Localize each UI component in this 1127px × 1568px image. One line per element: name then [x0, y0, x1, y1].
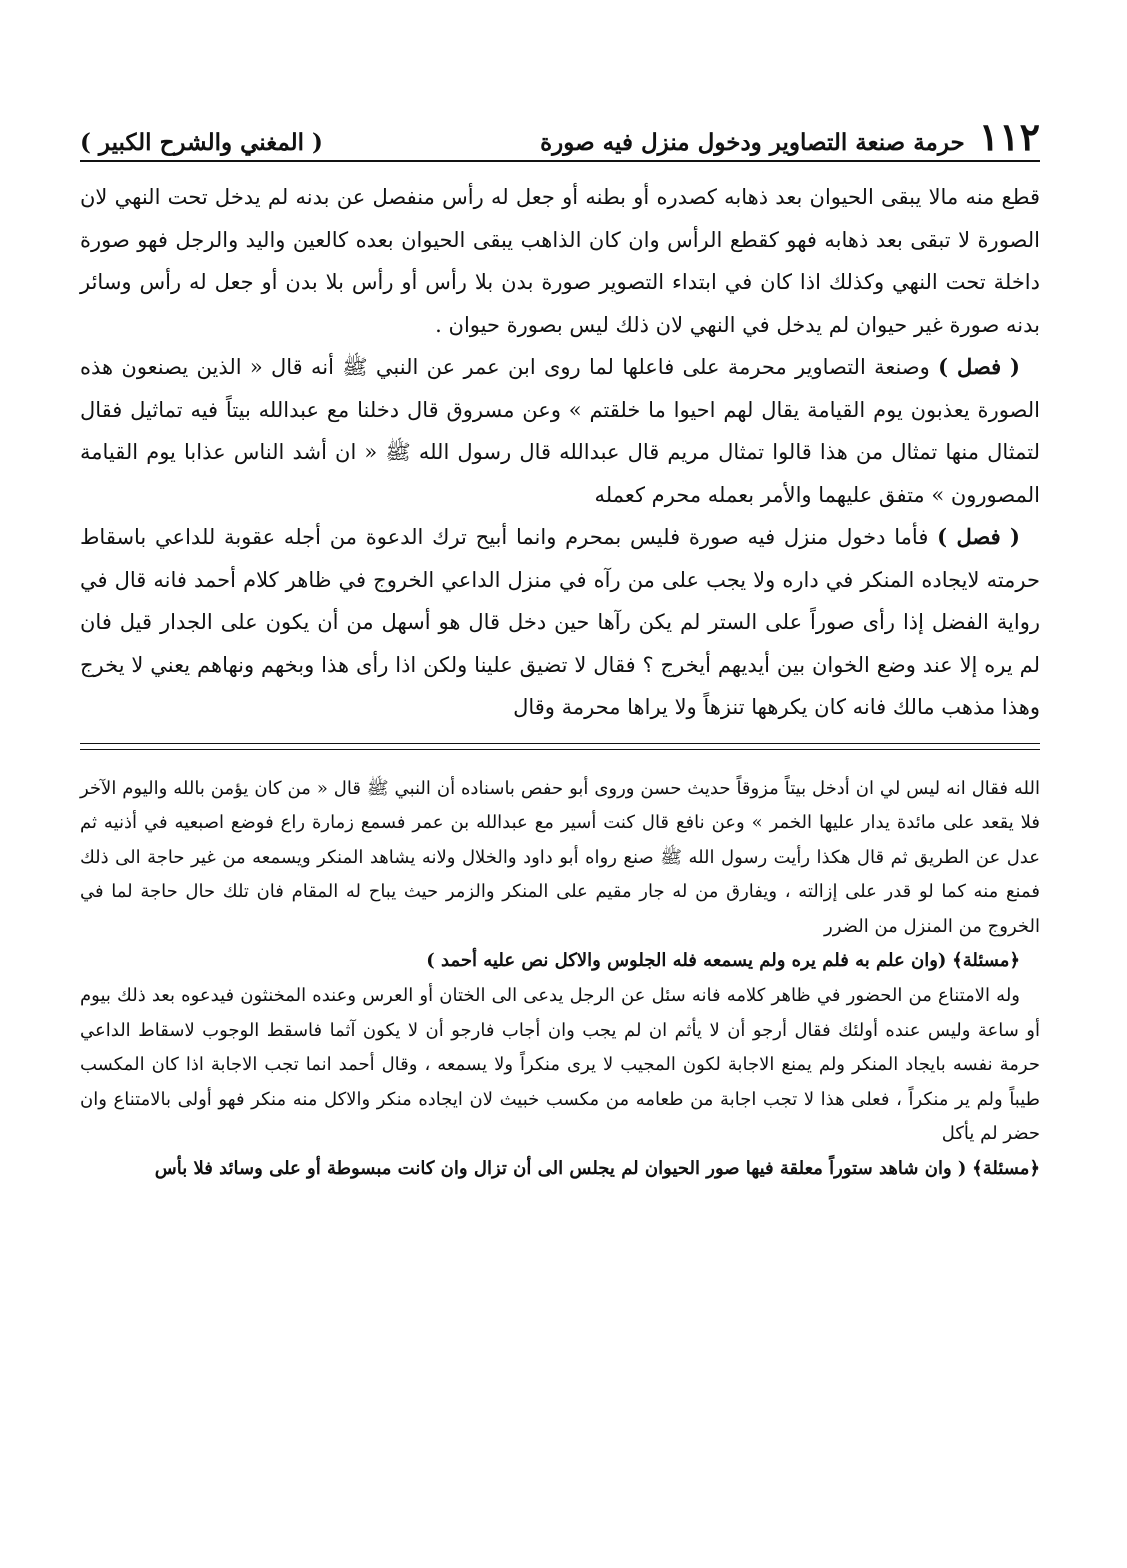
masala-1-text: (وان علم به فلم يره ولم يسمعه فله الجلوس والاكل نص عليه أحمد )	[426, 950, 947, 972]
paragraph-1	[80, 176, 1040, 346]
running-header	[80, 100, 1040, 162]
chapter-title: حرمة صنعة التصاوير ودخول منزل فيه صورة	[540, 129, 965, 156]
section-divider	[80, 743, 1040, 750]
masala-2	[80, 1152, 1040, 1187]
masala-1	[80, 944, 1040, 979]
paragraph-2	[80, 346, 1040, 516]
page-number: ١١٢	[978, 114, 1040, 159]
commentary-paragraph-2-text: وله الامتناع من الحضور في ظاهر كلامه فانه سئل عن الرجل يدعى الى الختان أو العرس وعنده المخنثون فيدعوه بعد ذلك بيوم أو ساعة وليس عنده أولئك فقال أرجو أن لا يأثم ان لم يجب وان أجاب فارجو أن لا يكون آثما فاسقط الوجوب لاسقاط الداعي حرمة نفسه بايجاد المنكر ولم يمنع الاجابة لكون المجيب لا يرى منكراً ولا يسمعه ، وقال أحمد انما تجب الاجابة اذا كان المكسب طيباً ولم ير منكراً ، فعلى هذا لا تجب اجابة من طعامه من مكسب خبيث لان ايجاده منكر والاكل منه منكر فهو أولى بالامتناع وان حضر لم يأكل	[80, 985, 1040, 1145]
commentary-paragraph-1	[80, 772, 1040, 945]
commentary-paragraph-2	[80, 979, 1040, 1152]
fasl-heading-2: ( فصل )	[937, 524, 1020, 549]
paragraph-2-text: وصنعة التصاوير محرمة على فاعلها لما روى ابن عمر عن النبي ﷺ أنه قال « الذين يصنعون هذه الصورة يعذبون يوم القيامة يقال لهم احيوا ما خلقتم » وعن مسروق قال دخلنا مع عبدالله بيتاً فيه تماثيل فقال لتمثال منها تمثال من هذا قالوا تمثال مريم قال عبدالله قال رسول الله ﷺ « ان أشد الناس عذابا يوم القيامة المصورون » متفق عليهما والأمر بعمله محرم كعمله	[80, 355, 1040, 507]
commentary-paragraph-1-text: الله فقال انه ليس لي ان أدخل بيتاً مزوقاً حديث حسن وروى أبو حفص باسناده أن النبي ﷺ قال « من كان يؤمن بالله واليوم الآخر فلا يقعد على مائدة يدار عليها الخمر » وعن نافع قال كنت أسير مع عبدالله بن عمر فسمع زمارة راع فوضع اصبعيه في أذنيه ثم عدل عن الطريق ثم قال هكذا رأيت رسول الله ﷺ صنع رواه أبو داود والخلال ولانه يشاهد المنكر ويسمعه من غير حاجة الى ذلك فمنع منه كما لو قدر على إزالته ، ويفارق من له جار مقيم على المنكر والزمر حيث يباح له المقام فان تلك حال حاجة لما في الخروج من المنزل من الضرر	[80, 777, 1040, 937]
book-title: ( المغني والشرح الكبير )	[80, 129, 323, 156]
book-page	[80, 100, 1040, 1187]
main-text	[80, 176, 1040, 729]
paragraph-1-text: قطع منه مالا يبقى الحيوان بعد ذهابه كصدره أو بطنه أو جعل له رأس منفصل عن بدنه لم يدخل تحت النهي لان الصورة لا تبقى بعد ذهابه فهو كقطع الرأس وان كان الذاهب يبقى الحيوان بعده كالعين واليد والرجل فهو صورة داخلة تحت النهي وكذلك اذا كان في ابتداء التصوير صورة بدن بلا رأس أو رأس بلا بدن أو جعل له رأس وسائر بدنه صورة غير حيوان لم يدخل في النهي لان ذلك ليس بصورة حيوان .	[80, 185, 1040, 337]
fasl-heading-1: ( فصل )	[938, 354, 1020, 379]
paragraph-3-text: فأما دخول منزل فيه صورة فليس بمحرم وانما أبيح ترك الدعوة من أجله عقوبة للداعي باسقاط حرمته لايجاده المنكر في داره ولا يجب على من رآه في منزل الداعي الخروج في ظاهر كلام أحمد فانه قال في رواية الفضل إذا رأى صوراً على الستر لم يكن رآها حين دخل قال هو أسهل من أن يكون على الجدار قيل فان لم يره إلا عند وضع الخوان بين أيديهم أيخرج ؟ فقال لا تضيق علينا ولكن اذا رأى هذا وبخهم ونهاهم يعني لا يخرج وهذا مذهب مالك فانه كان يكرهها تنزهاً ولا يراها محرمة وقال	[80, 525, 1040, 719]
commentary-text	[80, 772, 1040, 1187]
paragraph-3	[80, 516, 1040, 729]
masala-2-text: ( وان شاهد ستوراً معلقة فيها صور الحيوان لم يجلس الى أن تزال وان كانت مبسوطة أو على وسائد فلا بأس	[154, 1158, 967, 1180]
masala-marker-2: ﴿مسئلة﴾	[972, 1158, 1040, 1180]
masala-marker-1: ﴿مسئلة﴾	[952, 950, 1020, 972]
